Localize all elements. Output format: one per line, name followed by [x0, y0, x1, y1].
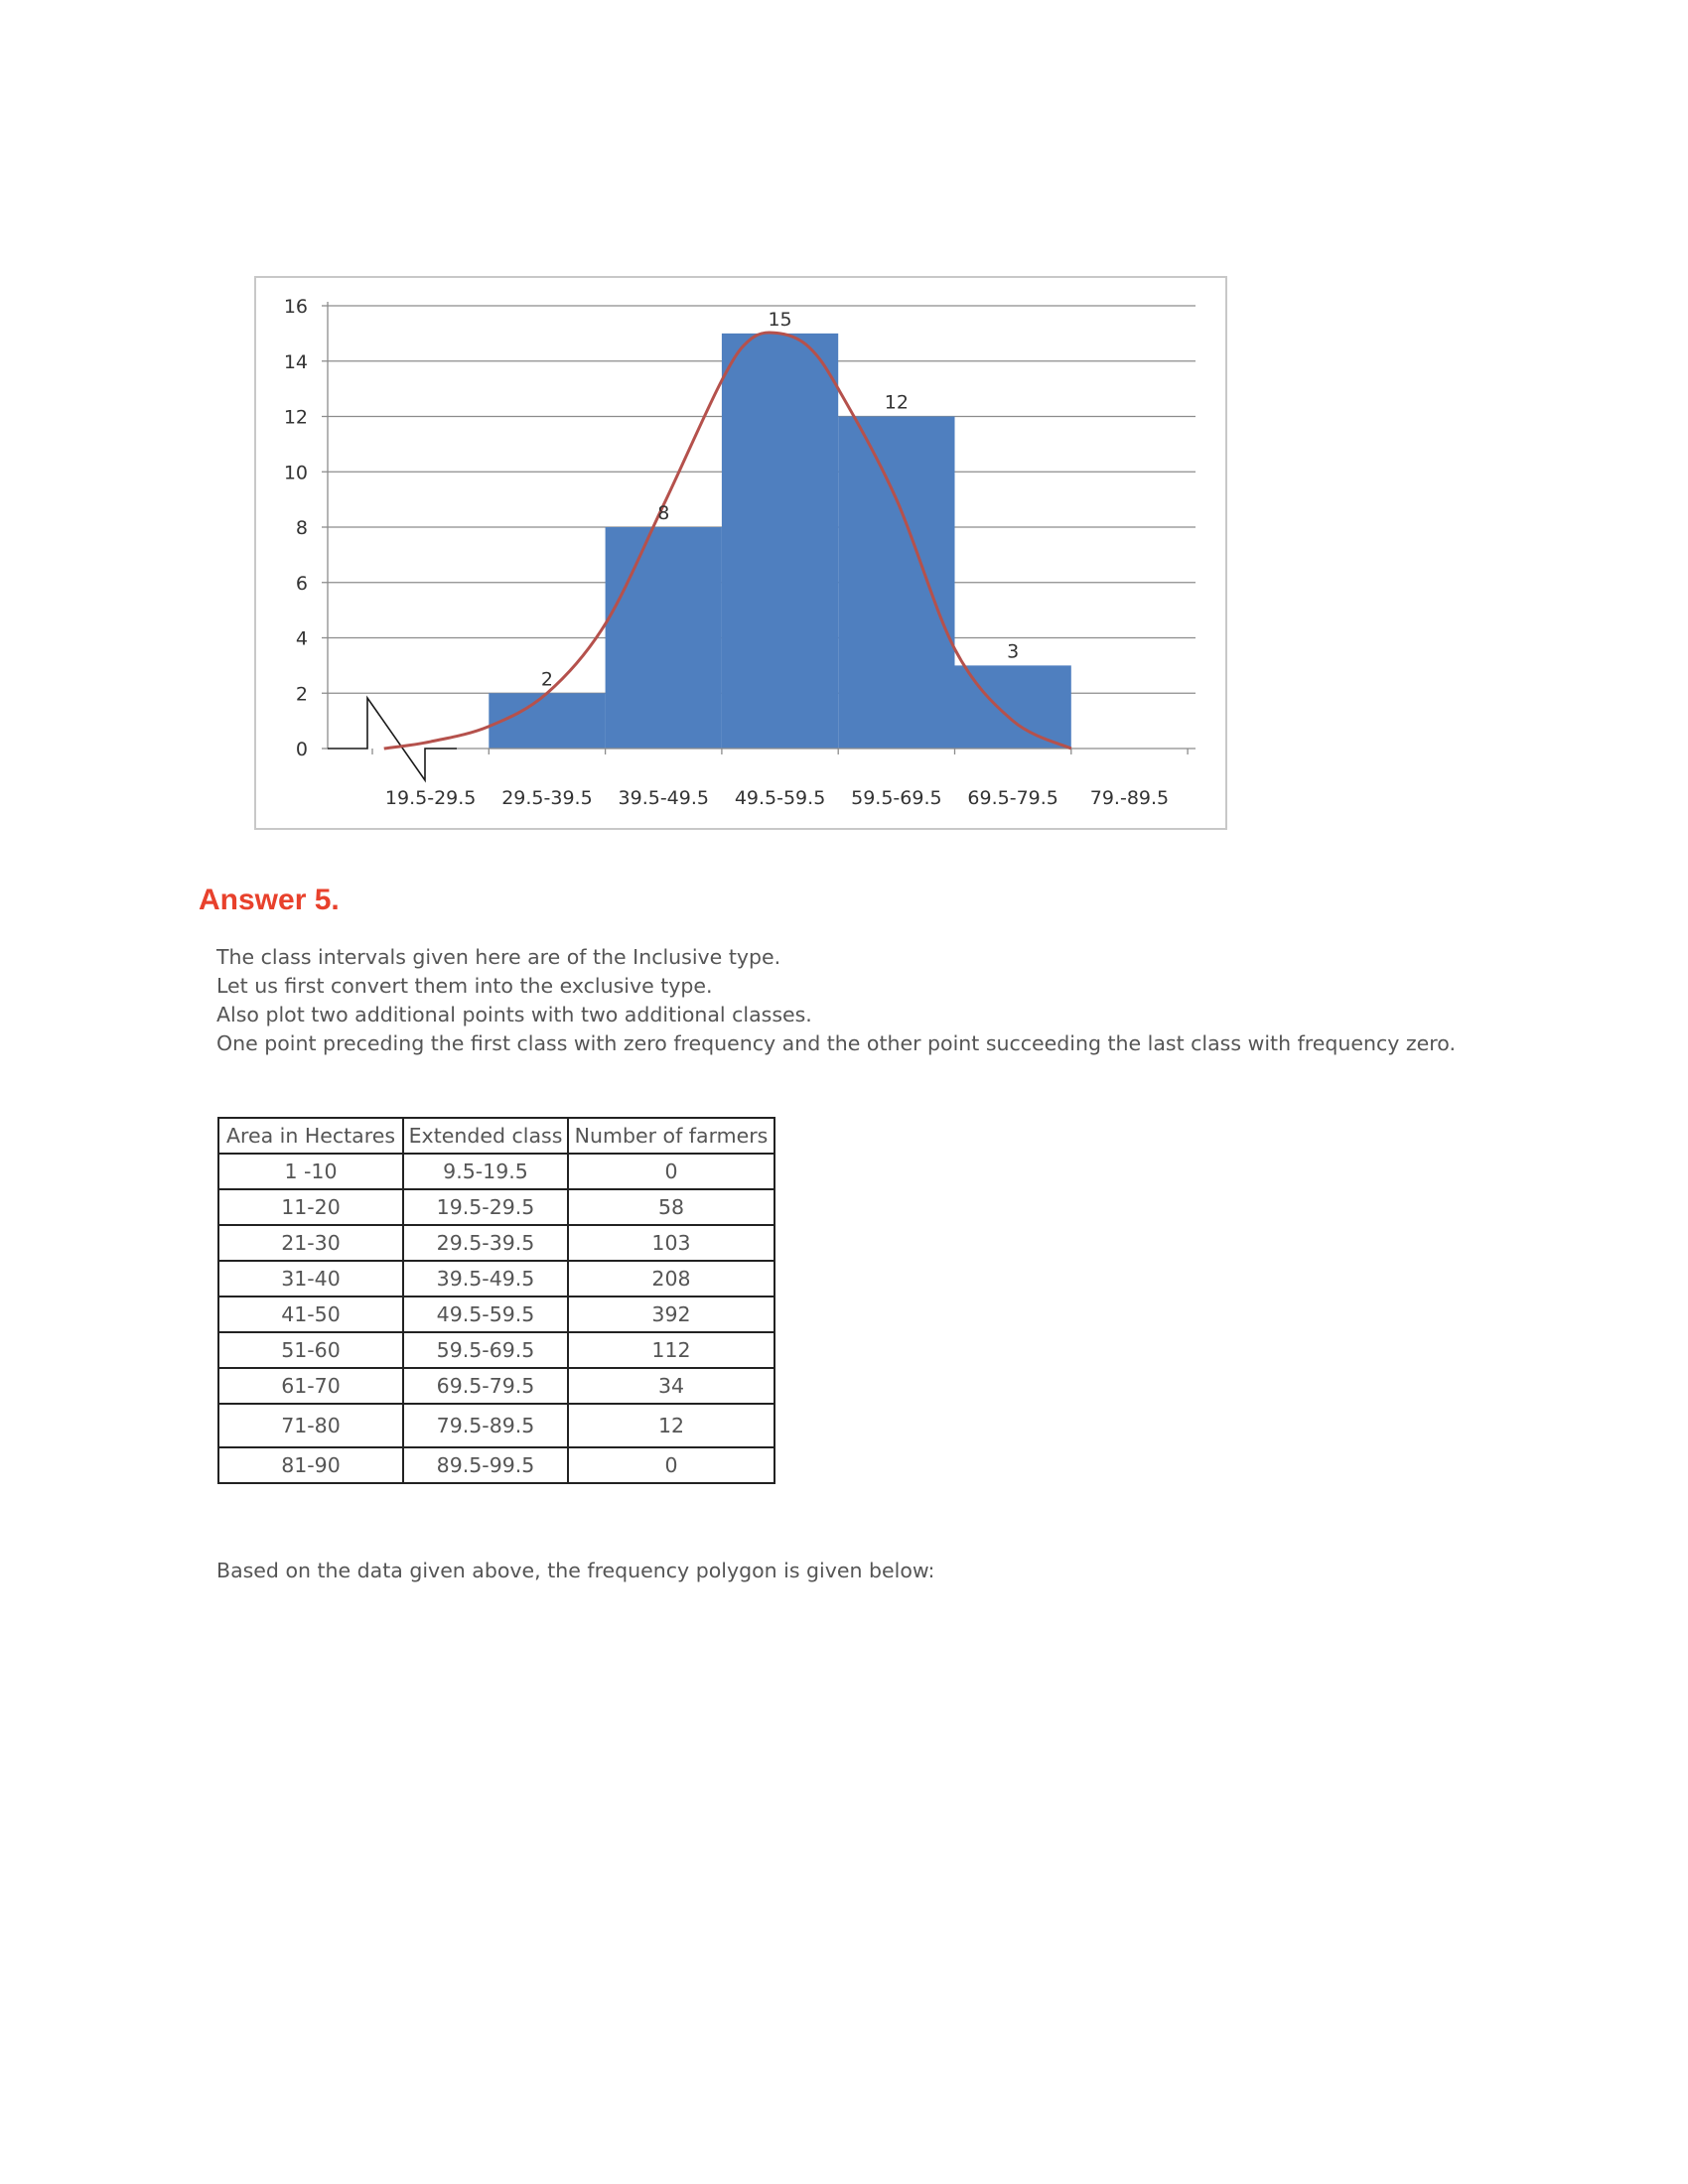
table-header-row — [218, 1118, 774, 1154]
histogram-bar — [606, 527, 722, 749]
table-row — [218, 1368, 774, 1404]
y-tick-label: 6 — [295, 572, 308, 595]
header-extended-class: Extended class — [403, 1118, 568, 1154]
x-tick-label: 39.5-49.5 — [618, 787, 709, 809]
footer-note: Based on the data given above, the frequency polygon is given below: — [216, 1559, 935, 1582]
answer-heading: Answer 5. — [199, 884, 340, 916]
table-cell: 21-30 — [218, 1225, 403, 1261]
y-tick-label: 14 — [283, 350, 308, 373]
data-label: 3 — [1007, 640, 1020, 663]
y-tick-label: 4 — [295, 627, 308, 650]
answer-explanation — [216, 943, 1607, 1058]
y-tick-label: 12 — [283, 406, 308, 429]
table-cell: 9.5-19.5 — [403, 1154, 568, 1189]
table-row — [218, 1154, 774, 1189]
header-area: Area in Hectares — [218, 1118, 403, 1154]
y-tick-label: 8 — [295, 517, 308, 539]
table-cell: 81-90 — [218, 1447, 403, 1483]
table-cell: 71-80 — [218, 1404, 403, 1447]
table-cell: 392 — [568, 1297, 774, 1332]
class-frequency-table — [217, 1117, 775, 1484]
data-label: 12 — [884, 391, 909, 414]
table-cell: 89.5-99.5 — [403, 1447, 568, 1483]
table-row — [218, 1225, 774, 1261]
y-tick-label: 2 — [295, 683, 308, 706]
table-cell: 208 — [568, 1261, 774, 1297]
table-cell: 12 — [568, 1404, 774, 1447]
table-cell: 58 — [568, 1189, 774, 1225]
table-cell: 51-60 — [218, 1332, 403, 1368]
table-cell: 61-70 — [218, 1368, 403, 1404]
y-tick-label: 16 — [283, 296, 308, 318]
y-tick-label: 0 — [295, 739, 308, 760]
histogram-bar — [722, 334, 838, 749]
table-cell: 49.5-59.5 — [403, 1297, 568, 1332]
data-label: 15 — [768, 308, 792, 331]
data-label: 8 — [657, 502, 670, 524]
table-row — [218, 1332, 774, 1368]
chart-canvas — [256, 278, 1225, 828]
explanation-line: Let us first convert them into the exclusive type. — [216, 974, 713, 998]
table-cell: 41-50 — [218, 1297, 403, 1332]
x-tick-label: 19.5-29.5 — [384, 787, 477, 809]
x-tick-label: 79.-89.5 — [1089, 787, 1170, 809]
histogram-bar — [489, 693, 605, 749]
histogram-bar — [838, 417, 954, 750]
x-tick-label: 29.5-39.5 — [501, 787, 593, 809]
table-cell: 69.5-79.5 — [403, 1368, 568, 1404]
x-tick-label: 69.5-79.5 — [967, 787, 1058, 809]
table-cell: 0 — [568, 1154, 774, 1189]
table-row — [218, 1297, 774, 1332]
header-number-of-farmers: Number of farmers — [568, 1118, 774, 1154]
explanation-line: One point preceding the first class with zero frequency and the other point succeeding the last class with frequency zero. — [216, 1031, 1456, 1055]
table-cell: 112 — [568, 1332, 774, 1368]
table-cell: 0 — [568, 1447, 774, 1483]
table-cell: 29.5-39.5 — [403, 1225, 568, 1261]
x-tick-label: 49.5-59.5 — [734, 787, 826, 809]
explanation-line: The class intervals given here are of the Inclusive type. — [216, 945, 781, 969]
table-cell: 79.5-89.5 — [403, 1404, 568, 1447]
table-row — [218, 1189, 774, 1225]
table-cell: 59.5-69.5 — [403, 1332, 568, 1368]
histogram-chart — [254, 276, 1227, 830]
explanation-line: Also plot two additional points with two additional classes. — [216, 1003, 812, 1026]
table-cell: 39.5-49.5 — [403, 1261, 568, 1297]
table-cell: 11-20 — [218, 1189, 403, 1225]
table-cell: 1 -10 — [218, 1154, 403, 1189]
table-row — [218, 1447, 774, 1483]
table-cell: 31-40 — [218, 1261, 403, 1297]
table-cell: 34 — [568, 1368, 774, 1404]
table-row — [218, 1404, 774, 1447]
y-tick-label: 10 — [283, 462, 308, 484]
table-cell: 103 — [568, 1225, 774, 1261]
table-row — [218, 1261, 774, 1297]
x-tick-label: 59.5-69.5 — [851, 787, 942, 809]
table-cell: 19.5-29.5 — [403, 1189, 568, 1225]
data-label: 2 — [540, 668, 553, 691]
